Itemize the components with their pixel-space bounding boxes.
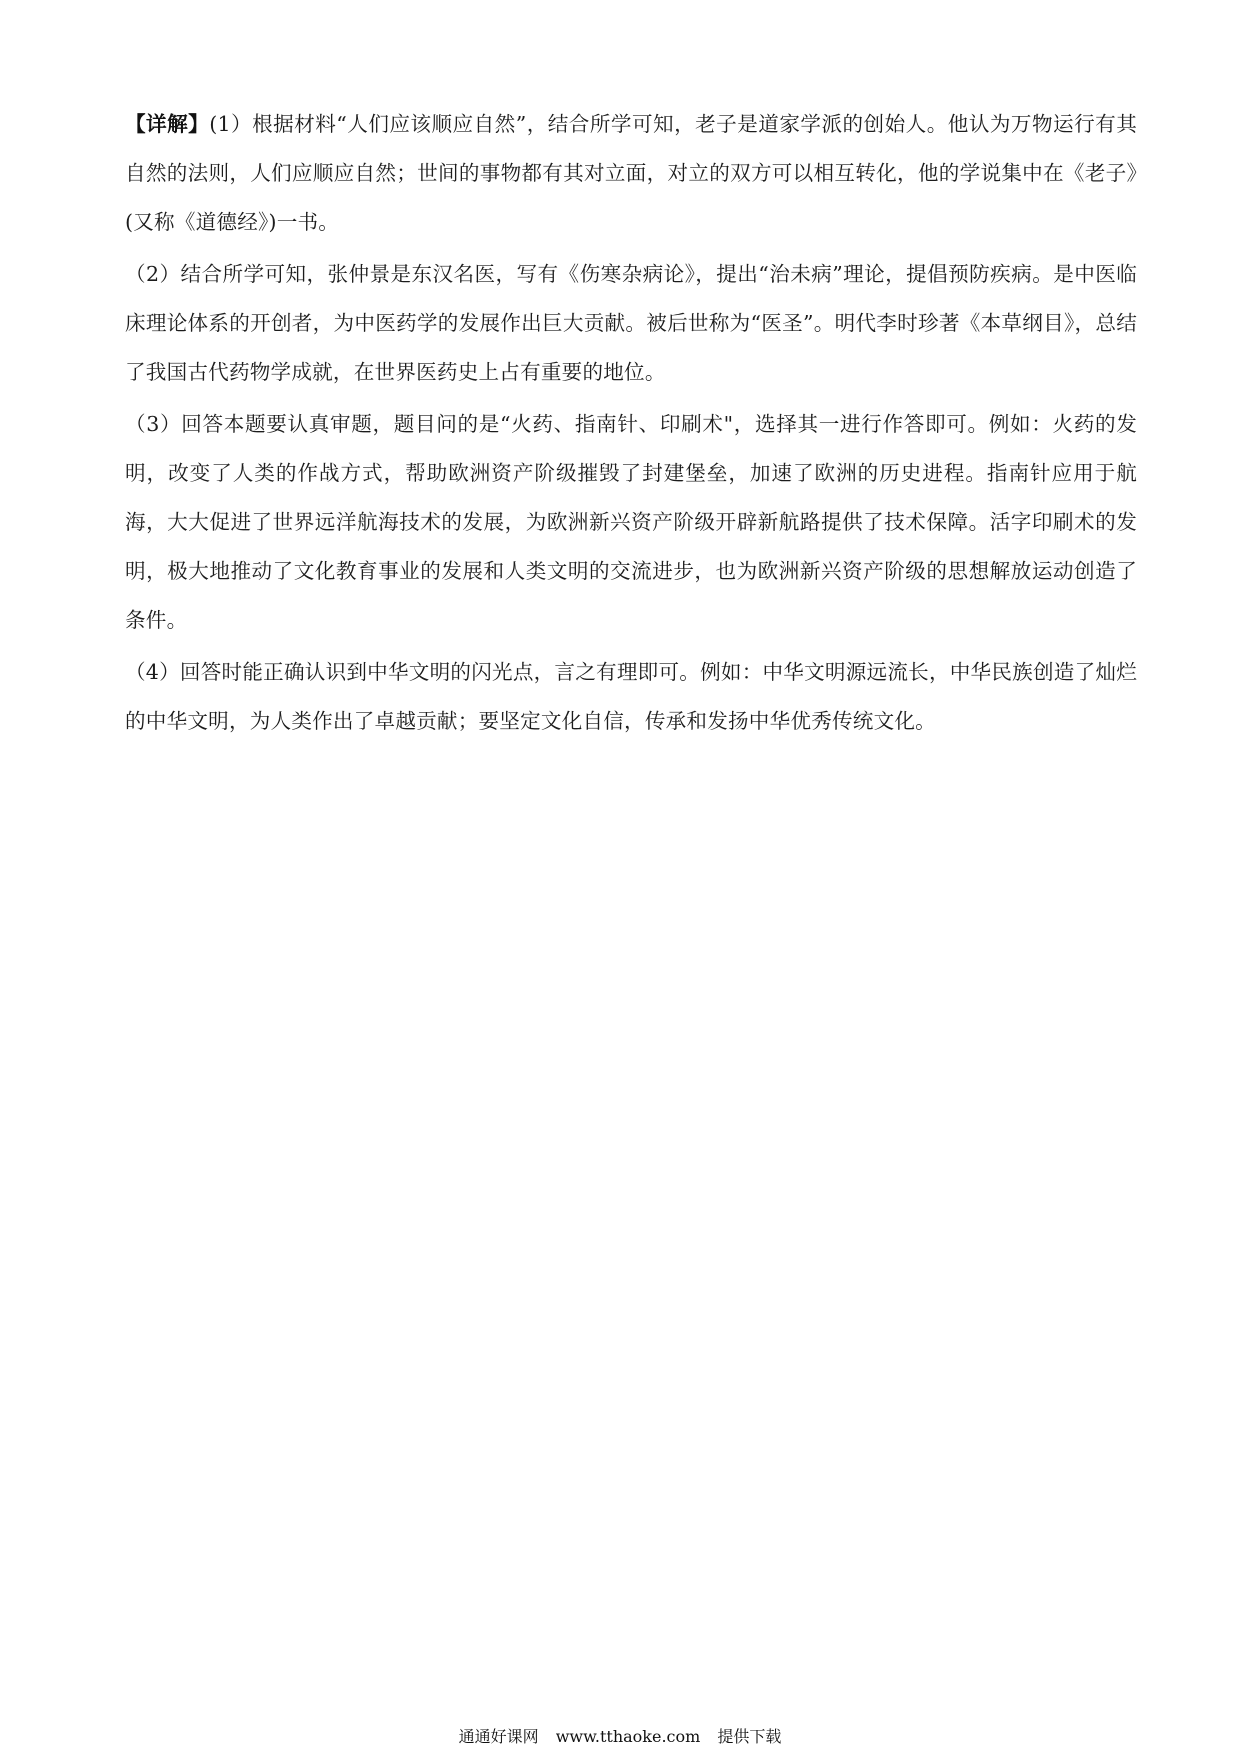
paragraph-1: [125, 100, 1137, 247]
detail-label: 【详解】: [125, 112, 210, 136]
page-footer: [0, 1727, 1240, 1747]
paragraph-4: （4）回答时能正确认识到中华文明的闪光点，言之有理即可。例如：中华文明源远流长，中华民族创造了灿烂的中华文明，为人类作出了卓越贡献；要坚定文化自信，传承和发扬中华优秀传统文化。: [125, 660, 1137, 733]
paragraph-1-text: (1）根据材料“人们应该顺应自然”，结合所学可知，老子是道家学派的创始人。他认为万物运行有其自然的法则，人们应顺应自然；世间的事物都有其对立面，对立的双方可以相互转化，他的学说集中在《老子》(又称《道德经》)一书。: [125, 112, 1137, 234]
footer-url: www.tthaoke.com: [555, 1727, 701, 1746]
answer-explanation: [125, 100, 1137, 749]
paragraph-3: （3）回答本题要认真审题，题目问的是“火药、指南针、印刷术"，选择其一进行作答即可。例如：火药的发明，改变了人类的作战方式，帮助欧洲资产阶级摧毁了封建堡垒，加速了欧洲的历史进程。指南针应用于航海，大大促进了世界远洋航海技术的发展，为欧洲新兴资产阶级开辟新航路提供了技术保障。活字印刷术的发明，极大地推动了文化教育事业的发展和人类文明的交流进步，也为欧洲新兴资产阶级的思想解放运动创造了条件。: [125, 412, 1137, 632]
footer-site-name: 通通好课网: [458, 1727, 539, 1746]
paragraph-2: （2）结合所学可知，张仲景是东汉名医，写有《伤寒杂病论》，提出“治未病”理论，提倡预防疾病。是中医临床理论体系的开创者，为中医药学的发展作出巨大贡献。被后世称为“医圣”。明代李时珍著《本草纲目》，总结了我国古代药物学成就，在世界医药史上占有重要的地位。: [125, 262, 1137, 384]
footer-note: 提供下载: [717, 1727, 782, 1746]
